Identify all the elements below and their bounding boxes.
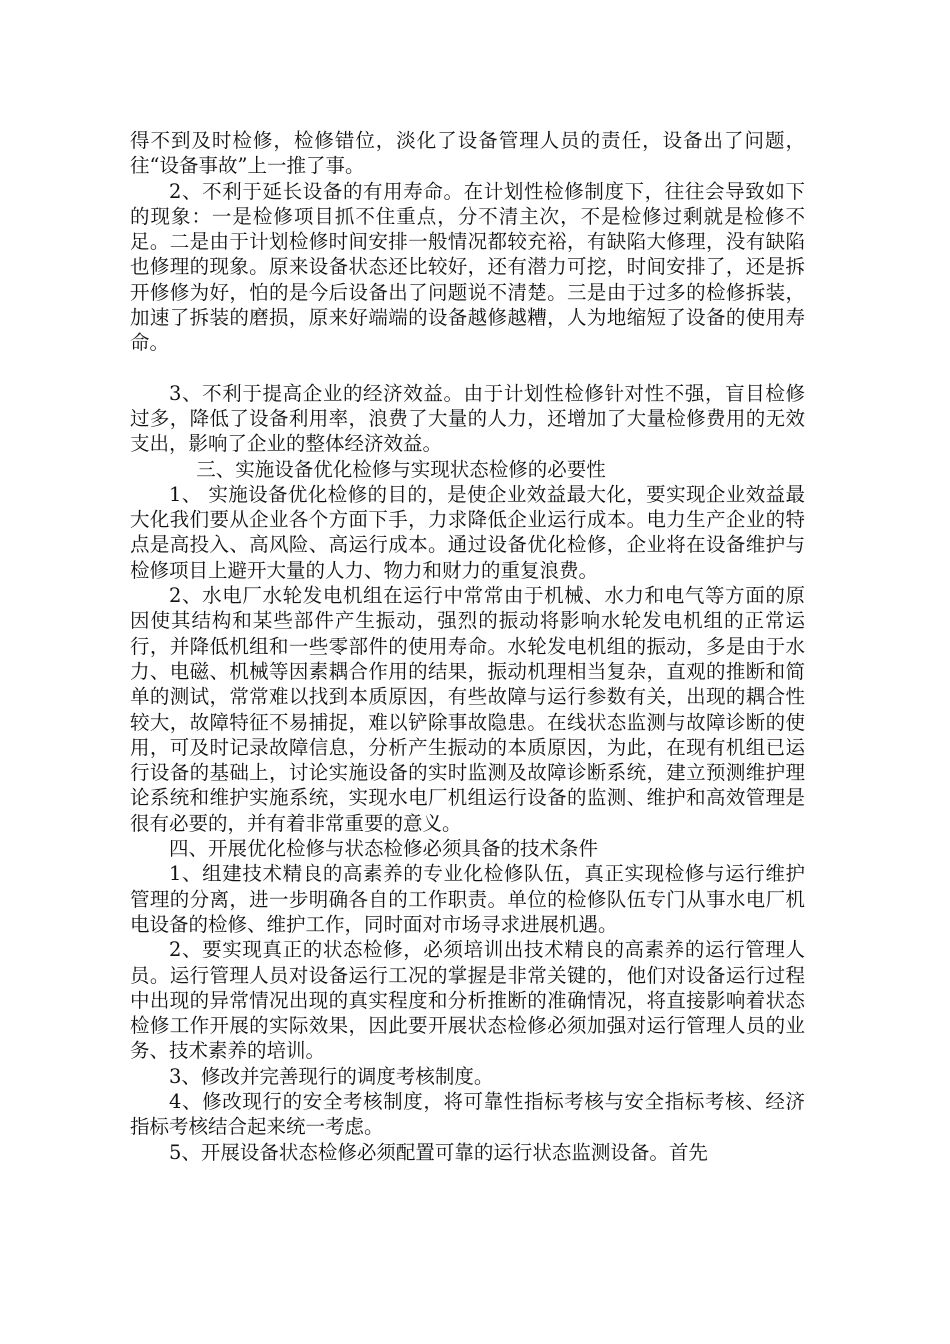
paragraph-safety-assessment: 4、修改现行的安全考核制度，将可靠性指标考核与安全指标考核、经济指标考核结合起来统一考虑。 [130, 1089, 805, 1139]
paragraph-operator-training: 2、要实现真正的状态检修，必须培训出技术精良的高素养的运行管理人员。运行管理人员对设备运行工况的掌握是非常关键的，他们对设备运行过程中出现的异常情况出现的真实程度和分析推断的准确情况，将直接影响着状态检修工作开展的实际效果，因此要开展状态检修必须加强对运行管理人员的业务、技术素养的培训。 [130, 938, 805, 1063]
section-heading-four: 四、开展优化检修与状态检修必须具备的技术条件 [169, 837, 599, 861]
paragraph-optimization-goal: 1、 实施设备优化检修的目的，是使企业效益最大化，要实现企业效益最大化我们要从企业各个方面下手，力求降低企业运行成本。电力生产企业的特点是高投入、高风险、高运行成本。通过设备优化检修，企业将在设备维护与检修项目上避开大量的人力、物力和财力的重复浪费。 [130, 482, 805, 582]
section-heading-three: 三、实施设备优化检修与实现状态检修的必要性 [196, 457, 606, 481]
paragraph-monitoring-equipment: 5、开展设备状态检修必须配置可靠的运行状态监测设备。首先 [169, 1140, 708, 1164]
paragraph-maintenance-team: 1、组建技术精良的高素养的专业化检修队伍，真正实现检修与运行维护管理的分离，进一步明确各自的工作职责。单位的检修队伍专门从事水电厂机电设备的检修、维护工作，同时面对市场寻求进展机遇。 [130, 862, 805, 936]
paragraph-equipment-lifespan: 2、不利于延长设备的有用寿命。在计划性检修制度下，往往会导致如下的现象：一是检修项目抓不住重点，分不清主次，不是检修过剩就是检修不足。二是由于计划检修时间安排一般情况都较充裕，有缺陷大修理，没有缺陷也修理的现象。原来设备状态还比较好，还有潜力可挖，时间安排了，还是拆开修修为好，怕的是今后设备出了问题说不清楚。三是由于过多的检修拆装，加速了拆装的磨损，原来好端端的设备越修越糟，人为地缩短了设备的使用寿命。 [130, 179, 805, 355]
paragraph-dispatch-assessment: 3、修改并完善现行的调度考核制度。 [169, 1064, 494, 1088]
paragraph-turbine-vibration: 2、水电厂水轮发电机组在运行中常常由于机械、水力和电气等方面的原因使其结构和某些部件产生振动，强烈的振动将影响水轮发电机组的正常运行，并降低机组和一些零部件的使用寿命。水轮发电机组的振动，多是由于水力、电磁、机械等因素耦合作用的结果，振动机理相当复杂，直观的推断和简单的测试，常常难以找到本质原因，有些故障与运行参数有关，出现的耦合性较大，故障特征不易捕捉，难以铲除事故隐患。在线状态监测与故障诊断的使用，可及时记录故障信息，分析产生振动的本质原因，为此，在现有机组已运行设备的基础上，讨论实施设备的实时监测及故障诊断系统，建立预测维护理论系统和维护实施系统，实现水电厂机组运行设备的监测、维护和高效管理是很有必要的，并有着非常重要的意义。 [130, 584, 805, 835]
paragraph-economic-benefit: 3、不利于提高企业的经济效益。由于计划性检修针对性不强，盲目检修过多，降低了设备利用率，浪费了大量的人力，还增加了大量检修费用的无效支出，影响了企业的整体经济效益。 [130, 381, 805, 456]
paragraph-continuation: 得不到及时检修，检修错位，淡化了设备管理人员的责任，设备出了问题，往“设备事故”上一推了事。 [130, 129, 805, 178]
document-page [130, 128, 805, 1165]
